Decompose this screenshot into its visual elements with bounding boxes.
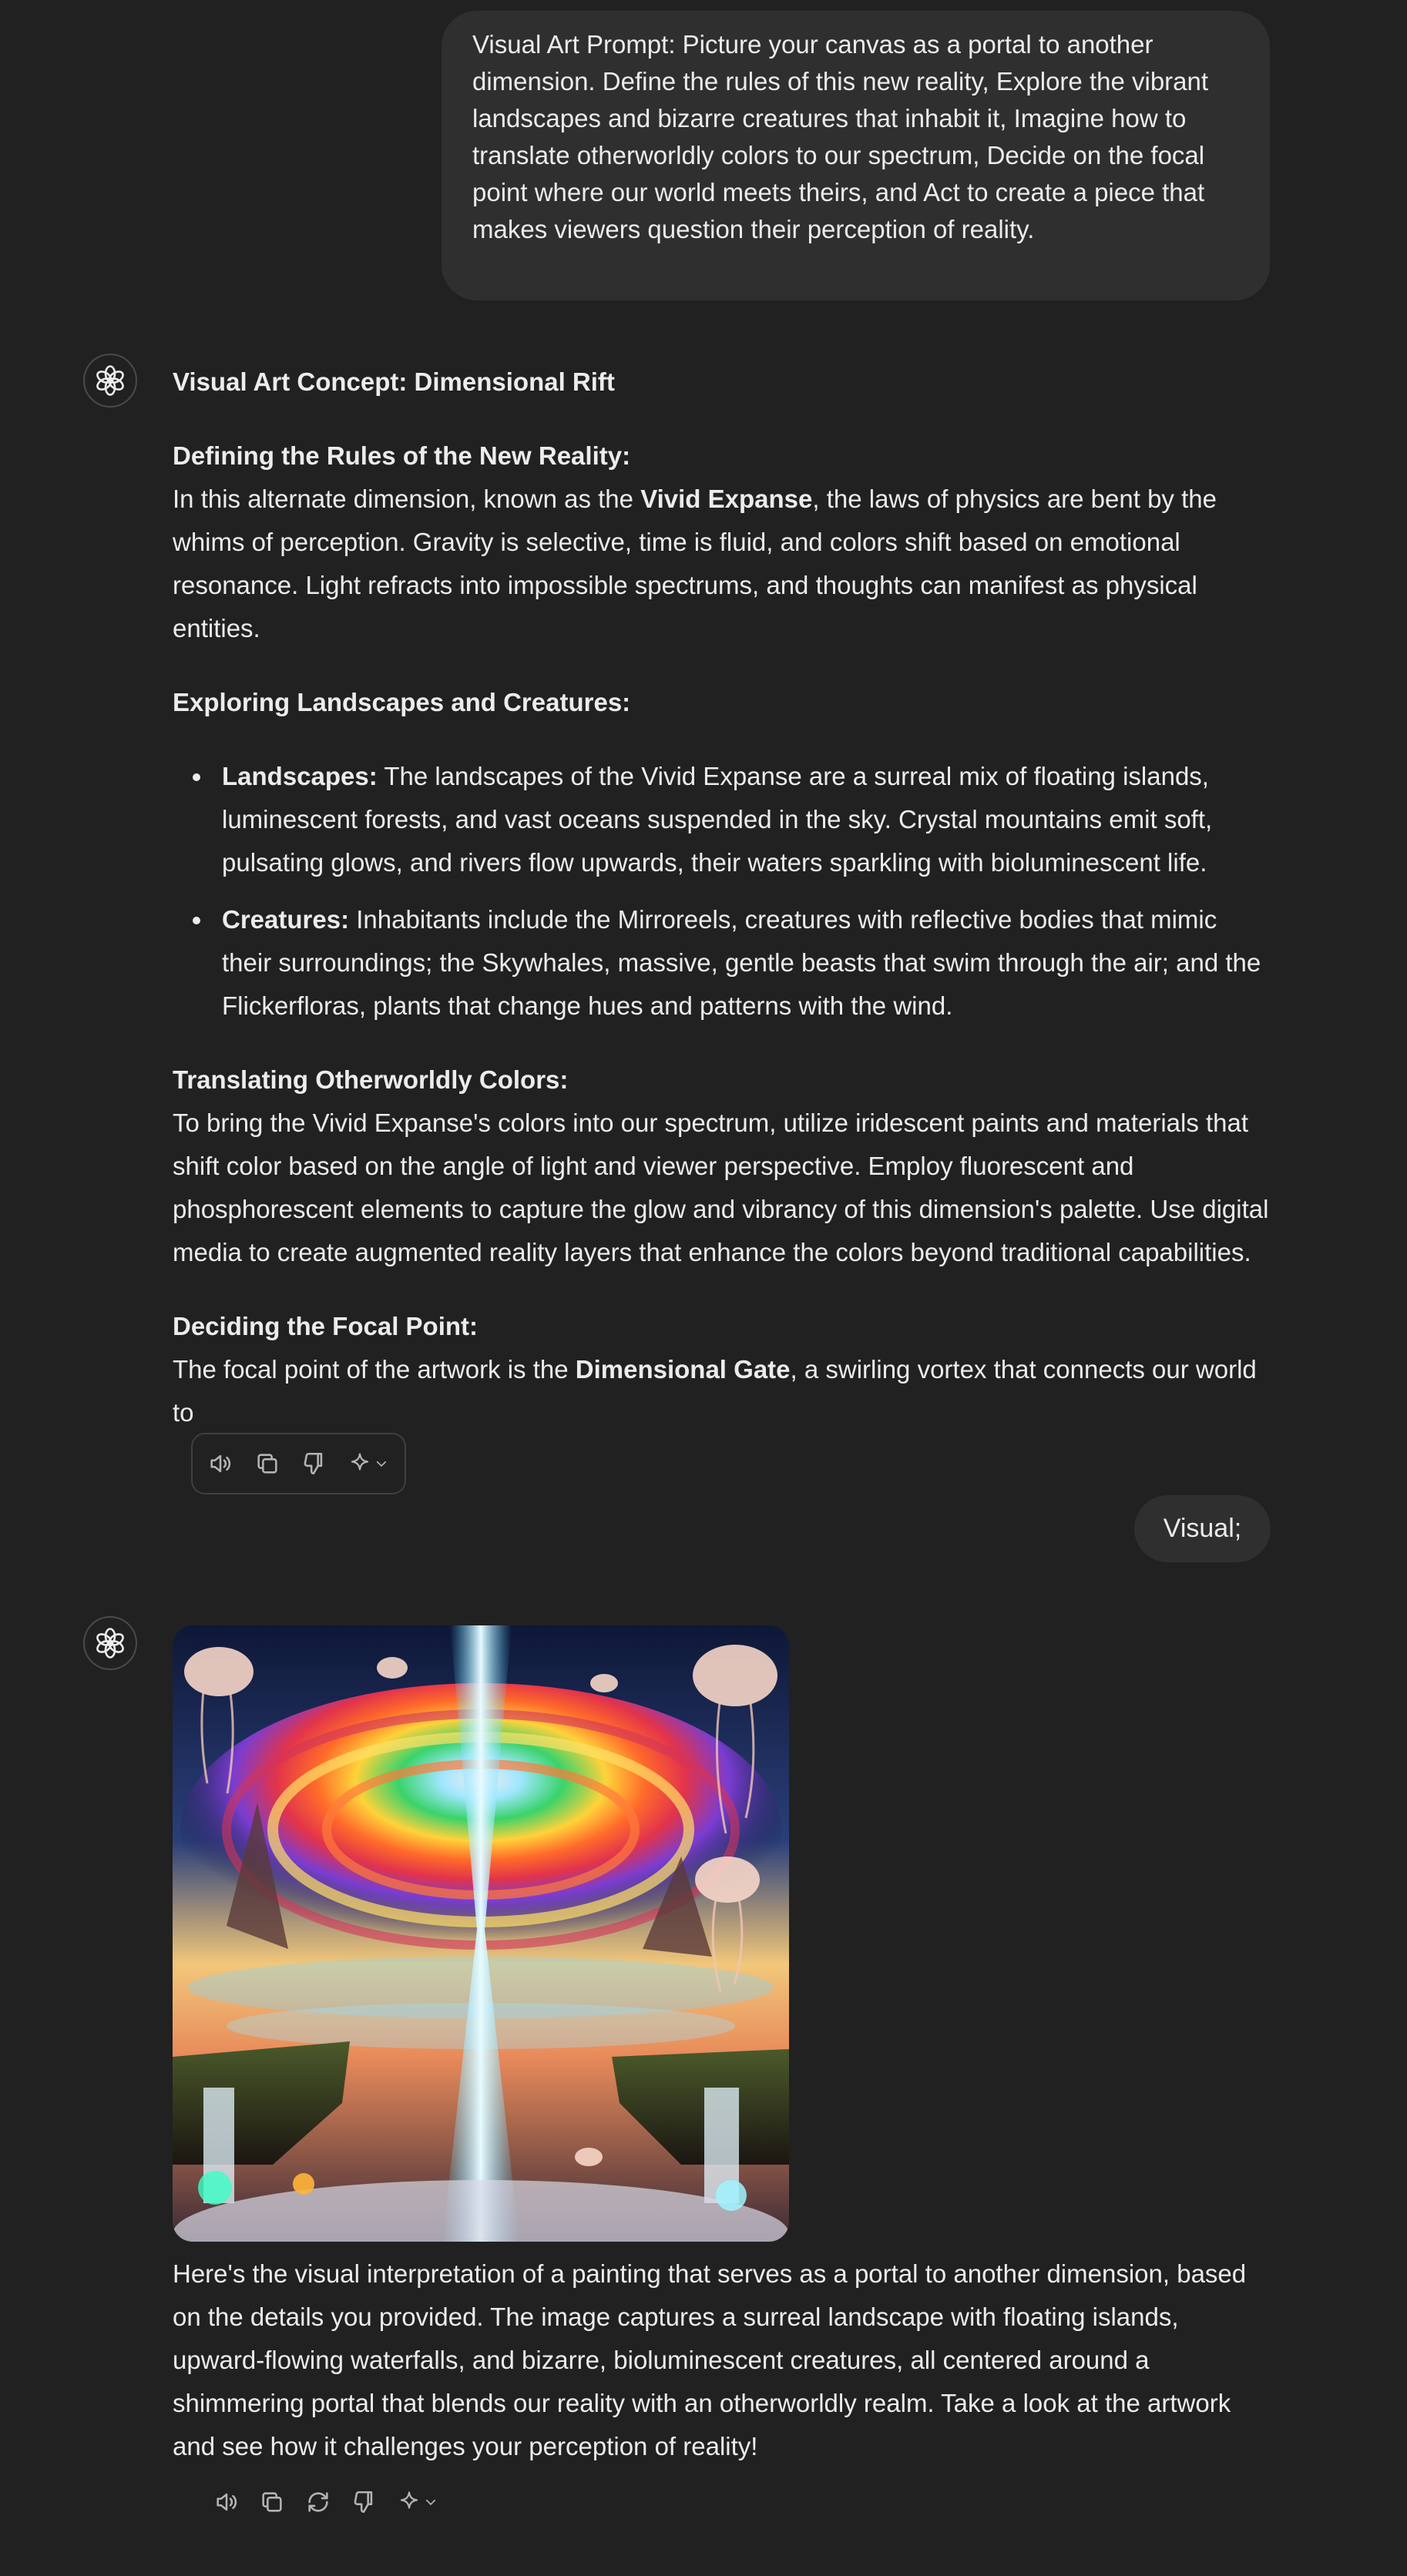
user-message-bubble xyxy=(1134,1495,1271,1562)
user-message-bubble xyxy=(442,11,1270,300)
section-paragraph: In this alternate dimension, known as the Vivid Expanse, the laws of physics are bent by the whims of perception. Gravity is selective, time is fluid, and colors shift based on emotional resonance. Light refracts into impossible spectrums, and thoughts can manifest as physical entities. xyxy=(173,485,1217,642)
assistant-avatar xyxy=(83,354,137,408)
section-paragraph: The focal point of the artwork is the Dimensional Gate, a swirling vortex that connects our world to xyxy=(173,1355,1257,1427)
regenerate-icon xyxy=(305,2489,331,2515)
bullet-list xyxy=(173,755,1271,1028)
copy-icon xyxy=(254,1451,280,1477)
regenerate-button[interactable] xyxy=(304,2487,331,2517)
thumbs-down-icon xyxy=(301,1451,327,1477)
speaker-icon xyxy=(213,2489,240,2515)
openai-logo-icon xyxy=(94,1627,126,1659)
read-aloud-button[interactable] xyxy=(213,2487,240,2517)
user-message-text: Visual; xyxy=(1163,1514,1242,1543)
copy-icon xyxy=(259,2489,285,2515)
reply-title: Visual Art Concept: Dimensional Rift xyxy=(173,367,615,396)
model-switch-button[interactable] xyxy=(346,1449,391,1478)
thumbs-down-button[interactable] xyxy=(300,1449,327,1478)
model-switch-button[interactable] xyxy=(396,2487,439,2517)
thumbs-down-button[interactable] xyxy=(350,2487,377,2517)
copy-button[interactable] xyxy=(253,1449,280,1478)
message-actions-toolbar xyxy=(191,1433,406,1494)
sparkle-icon xyxy=(348,1452,371,1475)
sparkle-icon xyxy=(398,2490,421,2514)
assistant-message xyxy=(173,2252,1271,2468)
thumbs-down-icon xyxy=(351,2489,377,2515)
chevron-down-icon xyxy=(424,2495,438,2509)
section-heading: Exploring Landscapes and Creatures: xyxy=(173,688,631,716)
section-heading: Defining the Rules of the New Reality: xyxy=(173,441,631,470)
reply-paragraph: Here's the visual interpretation of a painting that serves as a portal to another dimension, based on the details you provided. The image captures a surreal landscape with floating islands, upward-flowing waterfalls, and bizarre, bioluminescent creatures, all centered around a shimmering portal that blends our reality with an otherworldly realm. Take a look at the artwork and see how it challenges your perception of reality! xyxy=(173,2259,1247,2460)
bold-term: Vivid Expanse xyxy=(640,485,813,513)
section-heading: Translating Otherworldly Colors: xyxy=(173,1065,569,1094)
section-heading: Deciding the Focal Point: xyxy=(173,1312,479,1340)
assistant-avatar xyxy=(83,1616,137,1670)
openai-logo-icon xyxy=(94,364,126,397)
user-message-text: Visual Art Prompt: Picture your canvas as a portal to another dimension. Define the rules of this new reality, Explore the vibrant landscapes and bizarre creatures that inhabit it, Imagine how to translate otherworldly colors to our spectrum, Decide on the focal point where our world meets theirs, and Act to create a piece that makes viewers question their perception of reality. xyxy=(472,30,1209,243)
bold-term: Dimensional Gate xyxy=(575,1355,791,1384)
generated-artwork-image[interactable] xyxy=(173,1625,789,2242)
assistant-message xyxy=(173,361,1271,1434)
list-item: Landscapes: The landscapes of the Vivid Expanse are a surreal mix of floating islands, luminescent forests, and vast oceans suspended in the sky. Crystal mountains emit soft, pulsating glows, and rivers flow upwards, their waters sparkling with bioluminescent life. xyxy=(222,755,1271,884)
list-item: Creatures: Inhabitants include the Mirroreels, creatures with reflective bodies that mimic their surroundings; the Skywhales, massive, gentle beasts that swim through the air; and the Flickerfloras, plants that change hues and patterns with the wind. xyxy=(222,898,1271,1028)
message-actions-toolbar xyxy=(199,2471,453,2533)
copy-button[interactable] xyxy=(258,2487,285,2517)
speaker-icon xyxy=(207,1451,233,1477)
section-paragraph: To bring the Vivid Expanse's colors into our spectrum, utilize iridescent paints and materials that shift color based on the angle of light and viewer perspective. Employ fluorescent and phosphorescent elements to capture the glow and vibrancy of this dimension's palette. Use digital media to create augmented reality layers that enhance the colors beyond traditional capabilities. xyxy=(173,1109,1269,1266)
chevron-down-icon xyxy=(374,1457,388,1471)
read-aloud-button[interactable] xyxy=(207,1449,234,1478)
